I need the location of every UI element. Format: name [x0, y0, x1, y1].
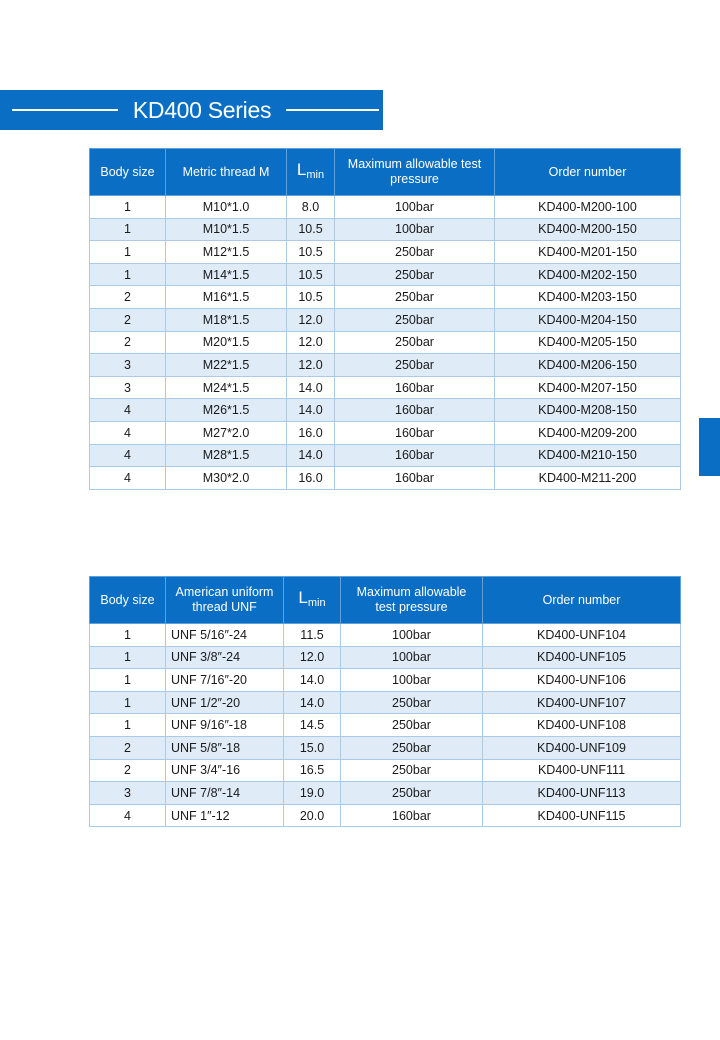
table-row: [90, 782, 681, 805]
header-pressure: Maximum allowable test pressure: [341, 577, 483, 624]
table-row: [90, 624, 681, 647]
cell-body-size: 2: [90, 759, 166, 782]
cell-pressure: 250bar: [335, 286, 495, 309]
cell-order-number: KD400-M206-150: [495, 354, 681, 377]
cell-pressure: 160bar: [335, 421, 495, 444]
cell-pressure: 100bar: [335, 218, 495, 241]
cell-pressure: 250bar: [335, 354, 495, 377]
cell-pressure: 160bar: [341, 804, 483, 827]
cell-lmin: 16.0: [287, 467, 335, 490]
table-row: [90, 736, 681, 759]
cell-body-size: 1: [90, 714, 166, 737]
cell-lmin: 10.5: [287, 286, 335, 309]
cell-thread: M14*1.5: [166, 263, 287, 286]
cell-order-number: KD400-M202-150: [495, 263, 681, 286]
cell-order-number: KD400-M210-150: [495, 444, 681, 467]
table-row: [90, 354, 681, 377]
cell-lmin: 14.0: [284, 669, 341, 692]
cell-body-size: 1: [90, 624, 166, 647]
table-row: [90, 714, 681, 737]
series-title: KD400 Series: [132, 97, 272, 123]
cell-order-number: KD400-UNF104: [483, 624, 681, 647]
cell-thread: M26*1.5: [166, 399, 287, 422]
cell-body-size: 2: [90, 736, 166, 759]
page-side-tab: [699, 418, 720, 476]
metric-thread-table: [89, 148, 681, 490]
cell-thread: UNF 3/4″-16: [166, 759, 284, 782]
table-header-row: [90, 577, 681, 624]
cell-thread: UNF 7/16″-20: [166, 669, 284, 692]
cell-lmin: 15.0: [284, 736, 341, 759]
cell-pressure: 160bar: [335, 444, 495, 467]
cell-lmin: 14.0: [287, 376, 335, 399]
cell-thread: UNF 9/16″-18: [166, 714, 284, 737]
cell-order-number: KD400-M203-150: [495, 286, 681, 309]
cell-thread: M12*1.5: [166, 241, 287, 264]
cell-order-number: KD400-M205-150: [495, 331, 681, 354]
header-lmin-symbol: L: [296, 159, 307, 179]
cell-order-number: KD400-M204-150: [495, 308, 681, 331]
table-row: [90, 308, 681, 331]
cell-pressure: 250bar: [335, 241, 495, 264]
cell-thread: UNF 3/8″-24: [166, 646, 284, 669]
cell-pressure: 100bar: [341, 669, 483, 692]
cell-body-size: 1: [90, 691, 166, 714]
table-row: [90, 669, 681, 692]
cell-pressure: 100bar: [341, 624, 483, 647]
cell-body-size: 3: [90, 782, 166, 805]
cell-lmin: 12.0: [287, 308, 335, 331]
cell-pressure: 160bar: [335, 376, 495, 399]
header-lmin-subscript: min: [307, 596, 326, 609]
cell-order-number: KD400-M207-150: [495, 376, 681, 399]
cell-thread: M16*1.5: [166, 286, 287, 309]
cell-lmin: 14.0: [284, 691, 341, 714]
banner-rule-right: [286, 109, 379, 111]
table-row: [90, 804, 681, 827]
cell-pressure: 160bar: [335, 399, 495, 422]
cell-order-number: KD400-UNF111: [483, 759, 681, 782]
header-body-size: Body size: [90, 149, 166, 196]
cell-order-number: KD400-UNF113: [483, 782, 681, 805]
cell-lmin: 10.5: [287, 263, 335, 286]
cell-lmin: 14.5: [284, 714, 341, 737]
cell-lmin: 10.5: [287, 241, 335, 264]
cell-order-number: KD400-UNF105: [483, 646, 681, 669]
cell-lmin: 20.0: [284, 804, 341, 827]
table-row: [90, 241, 681, 264]
cell-body-size: 4: [90, 421, 166, 444]
cell-lmin: 14.0: [287, 444, 335, 467]
cell-body-size: 1: [90, 241, 166, 264]
table-row: [90, 691, 681, 714]
header-lmin: [284, 577, 341, 624]
cell-order-number: KD400-UNF115: [483, 804, 681, 827]
header-thread: Metric thread M: [166, 149, 287, 196]
cell-lmin: 19.0: [284, 782, 341, 805]
table-row: [90, 196, 681, 219]
cell-order-number: KD400-UNF109: [483, 736, 681, 759]
cell-lmin: 12.0: [284, 646, 341, 669]
cell-body-size: 1: [90, 263, 166, 286]
header-body-size: Body size: [90, 577, 166, 624]
cell-thread: UNF 7/8″-14: [166, 782, 284, 805]
cell-order-number: KD400-M208-150: [495, 399, 681, 422]
header-order-number: Order number: [483, 577, 681, 624]
cell-thread: M22*1.5: [166, 354, 287, 377]
cell-thread: UNF 1/2″-20: [166, 691, 284, 714]
header-lmin-subscript: min: [306, 168, 325, 181]
cell-body-size: 4: [90, 804, 166, 827]
cell-pressure: 250bar: [341, 714, 483, 737]
cell-pressure: 160bar: [335, 467, 495, 490]
table-row: [90, 218, 681, 241]
cell-body-size: 3: [90, 354, 166, 377]
table-row: [90, 759, 681, 782]
cell-pressure: 250bar: [335, 308, 495, 331]
cell-order-number: KD400-M209-200: [495, 421, 681, 444]
cell-order-number: KD400-M200-100: [495, 196, 681, 219]
cell-order-number: KD400-M201-150: [495, 241, 681, 264]
table-row: [90, 286, 681, 309]
cell-thread: M24*1.5: [166, 376, 287, 399]
cell-thread: M10*1.0: [166, 196, 287, 219]
unf-table-body: [90, 624, 681, 827]
cell-body-size: 2: [90, 331, 166, 354]
cell-pressure: 250bar: [341, 759, 483, 782]
header-thread: American uniform thread UNF: [166, 577, 284, 624]
cell-thread: UNF 5/16″-24: [166, 624, 284, 647]
cell-order-number: KD400-UNF107: [483, 691, 681, 714]
header-lmin: [287, 149, 335, 196]
cell-pressure: 250bar: [335, 263, 495, 286]
cell-body-size: 1: [90, 218, 166, 241]
cell-lmin: 14.0: [287, 399, 335, 422]
table-row: [90, 444, 681, 467]
table-row: [90, 376, 681, 399]
cell-body-size: 1: [90, 669, 166, 692]
unf-thread-table: [89, 576, 681, 827]
cell-order-number: KD400-UNF106: [483, 669, 681, 692]
cell-body-size: 1: [90, 646, 166, 669]
cell-pressure: 250bar: [341, 691, 483, 714]
cell-lmin: 12.0: [287, 331, 335, 354]
cell-order-number: KD400-M200-150: [495, 218, 681, 241]
series-banner: [0, 90, 383, 130]
header-lmin-symbol: L: [298, 587, 308, 607]
cell-thread: M30*2.0: [166, 467, 287, 490]
cell-lmin: 16.5: [284, 759, 341, 782]
cell-thread: M18*1.5: [166, 308, 287, 331]
cell-body-size: 4: [90, 399, 166, 422]
table-header-row: [90, 149, 681, 196]
metric-table-body: [90, 196, 681, 490]
cell-pressure: 250bar: [341, 782, 483, 805]
cell-body-size: 1: [90, 196, 166, 219]
cell-thread: M20*1.5: [166, 331, 287, 354]
cell-lmin: 16.0: [287, 421, 335, 444]
cell-order-number: KD400-UNF108: [483, 714, 681, 737]
cell-thread: UNF 1″-12: [166, 804, 284, 827]
table-row: [90, 646, 681, 669]
cell-lmin: 12.0: [287, 354, 335, 377]
cell-pressure: 250bar: [341, 736, 483, 759]
cell-lmin: 11.5: [284, 624, 341, 647]
cell-body-size: 4: [90, 444, 166, 467]
cell-lmin: 8.0: [287, 196, 335, 219]
cell-order-number: KD400-M211-200: [495, 467, 681, 490]
cell-pressure: 250bar: [335, 331, 495, 354]
cell-lmin: 10.5: [287, 218, 335, 241]
header-order-number: Order number: [495, 149, 681, 196]
banner-rule-left: [12, 109, 118, 111]
cell-body-size: 4: [90, 467, 166, 490]
cell-thread: M10*1.5: [166, 218, 287, 241]
cell-thread: M28*1.5: [166, 444, 287, 467]
cell-body-size: 3: [90, 376, 166, 399]
cell-body-size: 2: [90, 308, 166, 331]
cell-thread: M27*2.0: [166, 421, 287, 444]
table-row: [90, 331, 681, 354]
table-row: [90, 399, 681, 422]
table-row: [90, 263, 681, 286]
cell-body-size: 2: [90, 286, 166, 309]
table-row: [90, 421, 681, 444]
header-pressure: Maximum allowable test pressure: [335, 149, 495, 196]
cell-pressure: 100bar: [341, 646, 483, 669]
cell-pressure: 100bar: [335, 196, 495, 219]
table-row: [90, 467, 681, 490]
cell-thread: UNF 5/8″-18: [166, 736, 284, 759]
